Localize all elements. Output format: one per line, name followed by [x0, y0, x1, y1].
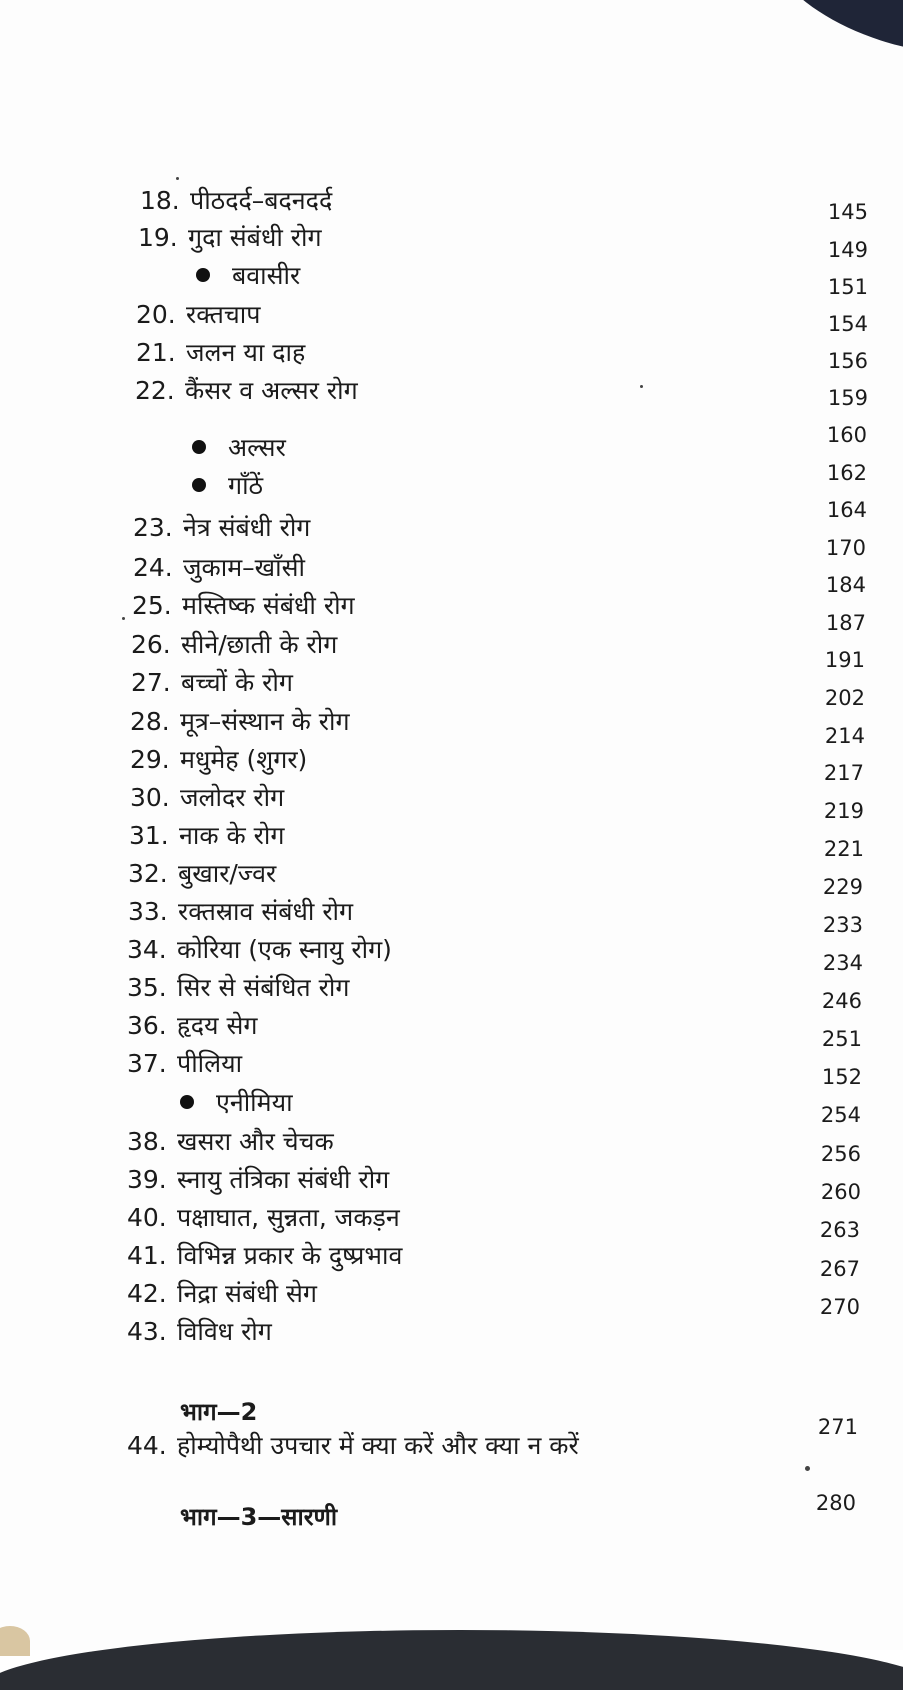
toc-entry	[127, 1046, 242, 1082]
page-number: 246	[821, 989, 862, 1013]
page-number: 164	[826, 498, 867, 522]
page-edge-shadow-top	[746, 0, 903, 53]
entry-title: कोरिया (एक स्नायु रोग)	[177, 935, 392, 964]
toc-entry	[128, 894, 353, 930]
page-number: 270	[819, 1295, 860, 1319]
entry-number: 28.	[130, 707, 170, 736]
entry-title: रक्तस्राव संबंधी रोग	[178, 897, 354, 926]
entry-number: 44.	[127, 1431, 167, 1460]
page-number: 156	[827, 349, 868, 373]
entry-title: एनीमिया	[216, 1088, 293, 1117]
entry-title: विभिन्न प्रकार के दुष्प्रभाव	[177, 1241, 403, 1270]
part-3-heading: भाग—3—सारणी	[180, 1503, 338, 1531]
page-number: 221	[823, 837, 864, 861]
page-number: 214	[824, 724, 865, 748]
entry-title: विविध रोग	[177, 1317, 272, 1346]
page-number: 191	[824, 648, 865, 672]
entry-number: 25.	[132, 591, 172, 620]
entry-title: गाँठें	[228, 471, 264, 500]
page-number: 271	[817, 1415, 858, 1439]
entry-number: 24.	[133, 553, 173, 582]
entry-title: कैंसर व अल्सर रोग	[185, 376, 358, 405]
page-number: 162	[826, 461, 867, 485]
toc-entry	[140, 183, 332, 219]
bullet-icon	[196, 268, 210, 282]
entry-title: सिर से संबंधित रोग	[177, 973, 350, 1002]
entry-title: सीने/छाती के रोग	[181, 630, 338, 659]
bullet-icon	[192, 440, 206, 454]
page-number: 263	[819, 1218, 860, 1242]
page-number: 202	[824, 686, 865, 710]
page-number: 170	[825, 536, 866, 560]
page-number: 187	[825, 611, 866, 635]
entry-title: मस्तिष्क संबंधी रोग	[182, 591, 355, 620]
entry-title: बुखार/ज्वर	[178, 859, 277, 888]
entry-title: हृदय सेग	[177, 1011, 258, 1040]
page-number: 233	[822, 913, 863, 937]
entry-number: 32.	[128, 859, 168, 888]
toc-subentry	[192, 468, 263, 504]
entry-number: 33.	[128, 897, 168, 926]
toc-entry	[127, 1276, 317, 1312]
entry-title: बच्चों के रोग	[181, 668, 293, 697]
page-number: 149	[827, 238, 868, 262]
toc-entry	[130, 780, 284, 816]
page-number: 219	[823, 799, 864, 823]
toc-entry	[135, 373, 358, 409]
entry-title: अल्सर	[228, 433, 286, 462]
toc-subentry	[180, 1085, 293, 1121]
entry-number: 43.	[127, 1317, 167, 1346]
page-number: 260	[820, 1180, 861, 1204]
toc-entry	[127, 1238, 402, 1274]
page-number: 160	[826, 423, 867, 447]
entry-number: 42.	[127, 1279, 167, 1308]
toc-entry	[127, 1200, 400, 1236]
entry-number: 30.	[130, 783, 170, 812]
page-number: 251	[821, 1027, 862, 1051]
toc-entry	[127, 970, 349, 1006]
bullet-icon	[180, 1095, 194, 1109]
toc-entry	[127, 1162, 389, 1198]
entry-title: खसरा और चेचक	[177, 1127, 334, 1156]
toc-subentry	[192, 430, 286, 466]
toc-entry	[128, 856, 276, 892]
entry-number: 23.	[133, 513, 173, 542]
toc-entry	[130, 742, 307, 778]
entry-title: मधुमेह (शुगर)	[180, 745, 308, 774]
toc-entry	[131, 665, 293, 701]
entry-title: होम्योपैथी उपचार में क्या करें और क्या न करें	[177, 1431, 579, 1460]
entry-number: 19.	[138, 223, 178, 252]
toc-entry	[129, 818, 284, 854]
entry-number: 22.	[135, 376, 175, 405]
entry-number: 35.	[127, 973, 167, 1002]
entry-title: बवासीर	[232, 261, 301, 290]
entry-number: 34.	[127, 935, 167, 964]
entry-number: 20.	[136, 300, 176, 329]
entry-number: 21.	[136, 338, 176, 367]
toc-entry	[133, 550, 305, 586]
toc-entry	[136, 335, 305, 371]
print-speck	[122, 617, 125, 620]
page-number: 145	[827, 200, 868, 224]
page-edge-shadow-bottom	[0, 1630, 903, 1690]
bullet-icon	[192, 478, 206, 492]
part-2-heading: भाग—2	[180, 1398, 258, 1426]
entry-title: जलन या दाह	[186, 338, 306, 367]
toc-subentry	[196, 258, 300, 294]
entry-title: गुदा संबंधी रोग	[188, 223, 322, 252]
toc-entry	[138, 220, 322, 256]
toc-entry	[127, 1428, 579, 1464]
toc-entry	[131, 627, 337, 663]
entry-title: नेत्र संबंधी रोग	[183, 513, 311, 542]
finger-edge	[0, 1626, 30, 1656]
page-number: 151	[827, 275, 868, 299]
entry-title: पीठदर्द–बदनदर्द	[190, 186, 333, 215]
entry-number: 36.	[127, 1011, 167, 1040]
print-speck	[176, 177, 179, 180]
entry-title: पक्षाघात, सुन्नता, जकड़न	[177, 1203, 400, 1232]
entry-title: स्नायु तंत्रिका संबंधी रोग	[177, 1165, 390, 1194]
toc-entry	[127, 1008, 257, 1044]
entry-number: 26.	[131, 630, 171, 659]
page-number: 217	[823, 761, 864, 785]
entry-title: जलोदर रोग	[180, 783, 285, 812]
entry-number: 41.	[127, 1241, 167, 1270]
entry-number: 37.	[127, 1049, 167, 1078]
page-number: 159	[827, 386, 868, 410]
toc-entry	[127, 1314, 272, 1350]
toc-entry	[127, 1124, 334, 1160]
page-number: 254	[820, 1103, 861, 1127]
entry-number: 40.	[127, 1203, 167, 1232]
entry-title: जुकाम–खाँसी	[183, 553, 305, 582]
page-number: 184	[825, 573, 866, 597]
entry-number: 27.	[131, 668, 171, 697]
toc-entry	[132, 588, 355, 624]
entry-title: नाक के रोग	[179, 821, 285, 850]
page-number: 234	[822, 951, 863, 975]
toc-entry	[136, 297, 260, 333]
page-number: 280	[815, 1491, 856, 1515]
toc-entry	[127, 932, 392, 968]
print-speck	[640, 385, 643, 388]
page-number: 152	[821, 1065, 862, 1089]
entry-number: 38.	[127, 1127, 167, 1156]
page-number: 154	[827, 312, 868, 336]
toc-entry	[130, 704, 350, 740]
print-speck	[805, 1466, 810, 1471]
entry-number: 39.	[127, 1165, 167, 1194]
entry-number: 18.	[140, 186, 180, 215]
entry-number: 29.	[130, 745, 170, 774]
entry-title: मूत्र–संस्थान के रोग	[180, 707, 350, 736]
entry-title: पीलिया	[177, 1049, 243, 1078]
page-number: 267	[819, 1257, 860, 1281]
page-number: 229	[822, 875, 863, 899]
toc-entry	[133, 510, 310, 546]
entry-number: 31.	[129, 821, 169, 850]
page-number: 256	[820, 1142, 861, 1166]
entry-title: निद्रा संबंधी सेग	[177, 1279, 317, 1308]
entry-title: रक्तचाप	[186, 300, 261, 329]
